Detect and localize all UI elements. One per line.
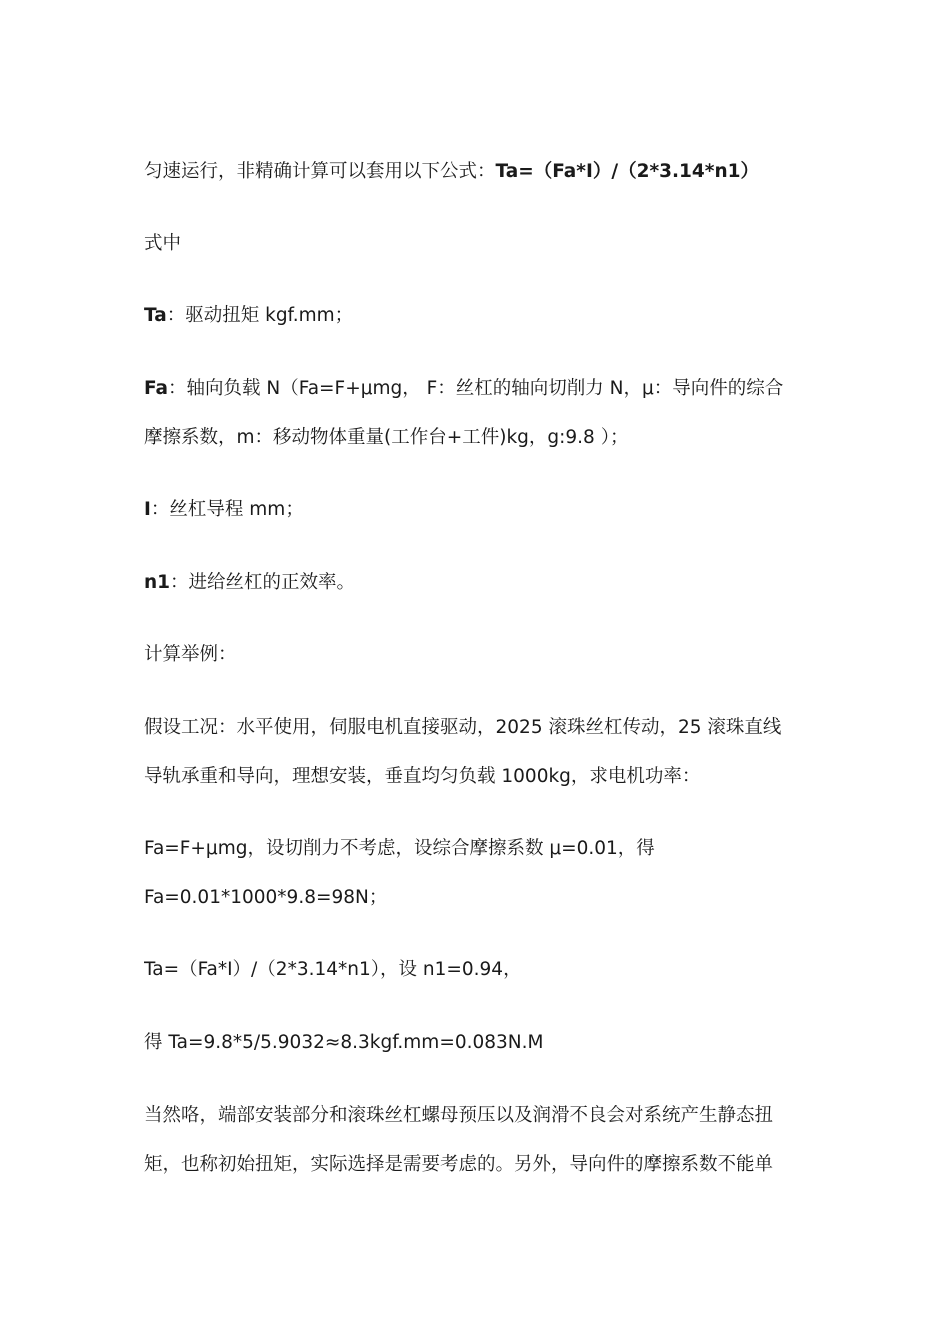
definition-n1 — [144, 571, 806, 595]
example-fa-step: Fa=F+μmg，设切削力不考虑，设综合摩擦系数 μ=0.01，得 — [144, 838, 655, 859]
example-heading: 计算举例： — [144, 644, 237, 665]
example-conditions-continued: 导轨承重和导向，理想安装，垂直均匀负载 1000kg，求电机功率： — [144, 766, 701, 787]
definition-fa-text: ：轴向负载 N（Fa=F+μmg， F：丝杠的轴向切削力 N，μ：导向件的综合 — [168, 378, 784, 399]
term-lead: I — [144, 499, 151, 520]
example-ta-result: 得 Ta=9.8*5/5.9032≈8.3kgf.mm=0.083N.M — [144, 1032, 544, 1053]
note-paragraph: 当然咯，端部安装部分和滚珠丝杠螺母预压以及润滑不良会对系统产生静态扭 — [144, 1105, 774, 1126]
definition-lead-text: ：丝杠导程 mm； — [150, 499, 304, 520]
example-conditions: 假设工况：水平使用，伺服电机直接驱动，2025 滚珠丝杠传动，25 滚珠直线 — [144, 717, 782, 738]
definition-ta — [144, 304, 806, 328]
legend-heading: 式中 — [144, 233, 182, 254]
example-ta-step: Ta=（Fa*I）/（2*3.14*n1），设 n1=0.94， — [144, 959, 522, 980]
term-n1: n1 — [144, 572, 171, 593]
definition-lead — [144, 498, 806, 522]
term-ta: Ta — [144, 305, 167, 326]
term-fa: Fa — [144, 378, 169, 399]
formula-intro-paragraph — [144, 160, 806, 184]
torque-formula: Ta=（Fa*I）/（2*3.14*n1） — [495, 161, 759, 182]
definition-n1-text: ：进给丝杠的正效率。 — [170, 572, 356, 593]
note-paragraph-continued: 矩，也称初始扭矩，实际选择是需要考虑的。另外，导向件的摩擦系数不能单 — [144, 1154, 774, 1175]
formula-intro-text: 匀速运行，非精确计算可以套用以下公式： — [144, 161, 496, 182]
example-fa-result: Fa=0.01*1000*9.8=98N； — [144, 887, 388, 908]
definition-fa-continued: 摩擦系数，m：移动物体重量(工作台+工件)kg，g:9.8 ）； — [144, 427, 629, 448]
definition-fa — [144, 377, 806, 401]
definition-ta-text: ：驱动扭矩 kgf.mm； — [166, 305, 354, 326]
